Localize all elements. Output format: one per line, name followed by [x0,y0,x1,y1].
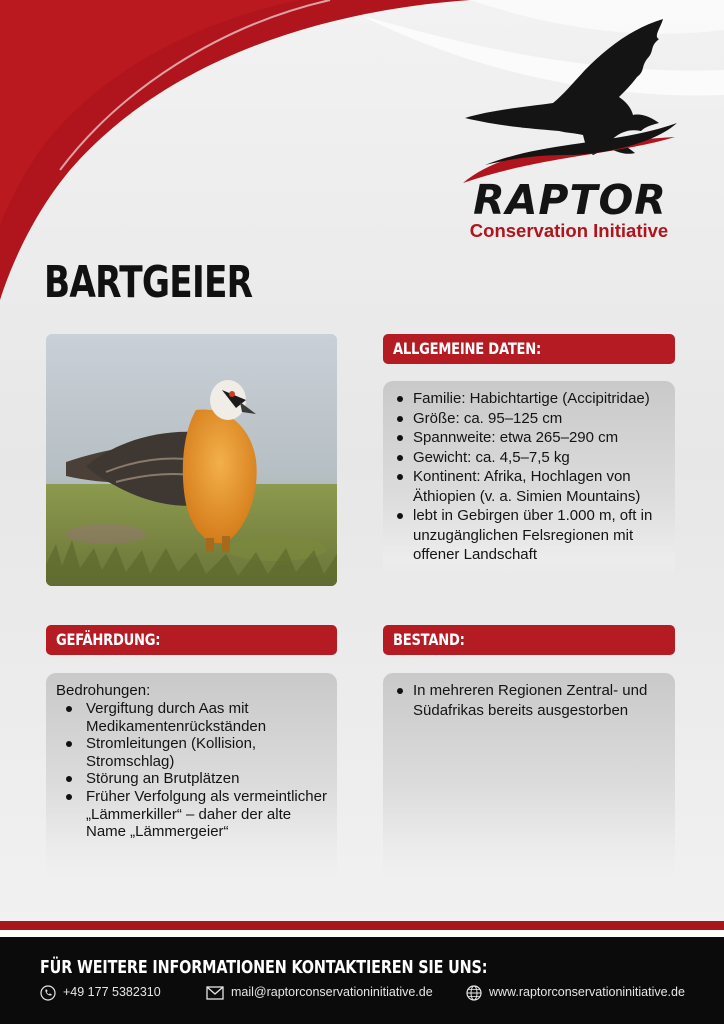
email-address[interactable]: mail@raptorconservationinitiative.de [231,985,433,999]
population-heading: BESTAND: [383,625,675,655]
logo-subtitle: Conservation Initiative [469,220,669,241]
phone-contact[interactable] [40,982,161,1002]
phone-icon [40,985,56,1001]
threat-item: Störung an Brutplätzen [56,770,327,788]
general-item: lebt in Gebirgen über 1.000 m, oft in unzugänglichen Felsregionen mit offener Landschaft [391,506,667,565]
general-data-panel [383,381,675,589]
footer [0,937,724,1024]
population-item: In mehreren Regionen Zentral- und Südafrikas bereits ausgestorben [391,681,665,720]
threat-panel [46,673,337,880]
threat-item: Vergiftung durch Aas mit Medikamentenrückständen [56,700,327,735]
general-item: Kontinent: Afrika, Hochlagen von Äthiopien (v. a. Simien Mountains) [391,467,667,506]
bird-photo [46,334,337,586]
website-url[interactable]: www.raptorconservationinitiative.de [489,985,685,999]
general-item: Spannweite: etwa 265–290 cm [391,428,667,448]
general-item: Familie: Habichtartige (Accipitridae) [391,389,667,409]
threat-heading: GEFÄHRDUNG: [46,625,337,655]
threat-item: Stromleitungen (Kollision, Stromschlag) [56,735,327,770]
email-contact[interactable] [206,982,433,1002]
phone-number[interactable]: +49 177 5382310 [63,985,161,999]
threat-intro: Bedrohungen: [56,682,151,699]
globe-icon [466,985,482,1001]
footer-divider [0,930,724,937]
population-panel [383,673,675,880]
page-title: BARTGEIER [44,257,253,308]
website-contact[interactable] [466,982,685,1002]
logo-wordmark: RAPTOR [473,176,667,224]
threat-item: Früher Verfolgung als vermeintlicher „Lämmerkiller“ – daher der alte Name „Lämmergeier“ [56,788,327,841]
general-item: Gewicht: ca. 4,5–7,5 kg [391,448,667,468]
general-data-heading: ALLGEMEINE DATEN: [383,334,675,364]
footer-stripe [0,921,724,930]
mail-icon [206,986,224,1000]
general-item: Größe: ca. 95–125 cm [391,409,667,429]
footer-heading: FÜR WEITERE INFORMATIONEN KONTAKTIEREN SIE UNS: [40,957,488,978]
